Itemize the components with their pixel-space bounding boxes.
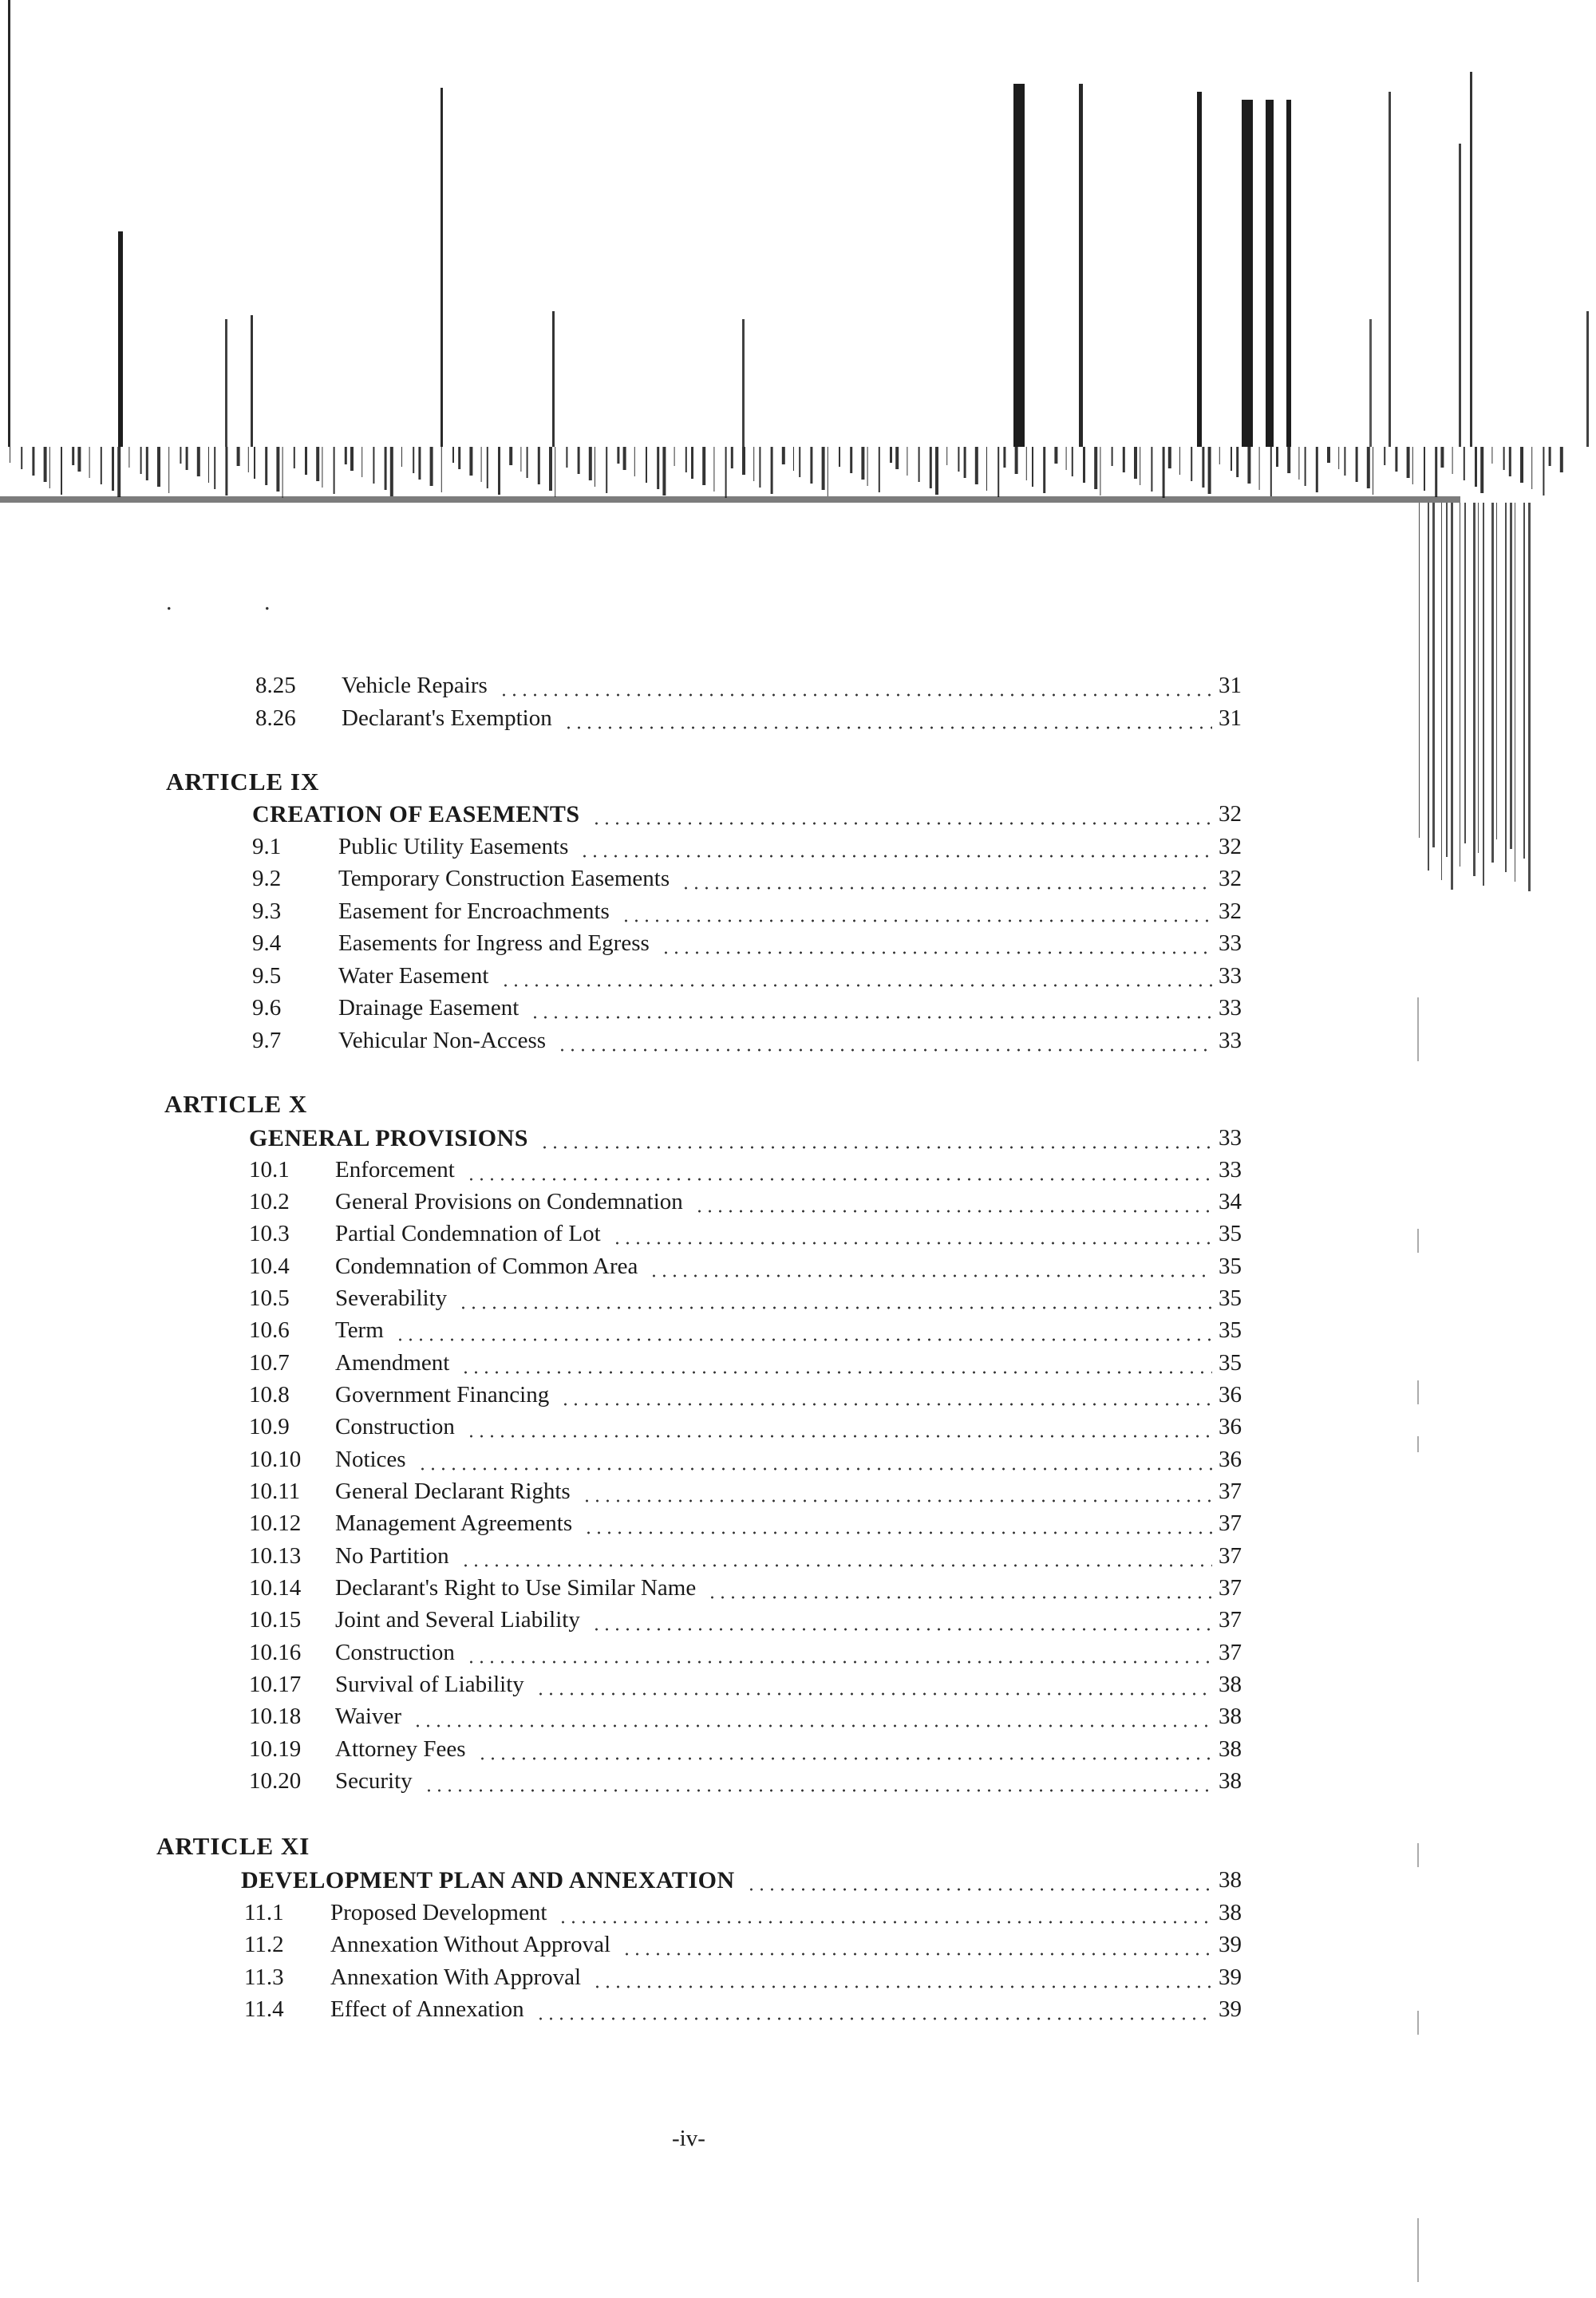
dot-leader [558, 1921, 1212, 1924]
toc-entry-page: 37 [1219, 1510, 1242, 1536]
toc-entry [249, 1317, 1242, 1349]
toc-entry-page: 39 [1219, 1964, 1242, 1990]
toc-entry-title: Partial Condemnation of Lot [335, 1221, 601, 1246]
toc-entry-title: Construction [335, 1640, 455, 1665]
section-title: GENERAL PROVISIONS [249, 1125, 528, 1151]
dot-leader [592, 1985, 1212, 1988]
stray-marks: . . [166, 589, 314, 615]
toc-entry-number: 9.3 [252, 898, 282, 924]
toc-entry-page: 38 [1219, 1672, 1242, 1697]
toc-entry-title: Joint and Several Liability [335, 1607, 580, 1633]
dot-leader [591, 1628, 1212, 1631]
toc-entry-title: No Partition [335, 1543, 449, 1569]
toc-entry [255, 673, 1242, 705]
dot-leader [681, 886, 1212, 890]
toc-entry-page: 38 [1219, 1736, 1242, 1762]
toc-entry-title: Annexation Without Approval [330, 1932, 611, 1957]
toc-entry [249, 1221, 1242, 1253]
toc-entry-page: 35 [1219, 1317, 1242, 1343]
dot-leader [649, 1274, 1212, 1277]
dot-leader [746, 1888, 1212, 1891]
toc-entry-number: 10.11 [249, 1479, 301, 1504]
toc-entry [244, 1900, 1242, 1932]
toc-entry-page: 33 [1219, 995, 1242, 1021]
toc-entry-title: General Declarant Rights [335, 1479, 571, 1504]
toc-entry-number: 10.19 [249, 1736, 302, 1762]
toc-entry-title: Proposed Development [330, 1900, 547, 1925]
toc-entry-title: Security [335, 1768, 413, 1794]
toc-entry-title: General Provisions on Condemnation [335, 1189, 683, 1214]
toc-entry-title: Declarant's Exemption [342, 705, 552, 731]
toc-entry-page: 37 [1219, 1479, 1242, 1504]
toc-entry-title: Government Financing [335, 1382, 550, 1408]
toc-entry-number: 9.2 [252, 866, 282, 891]
dot-leader [539, 1146, 1212, 1149]
toc-entry [252, 898, 1242, 930]
dot-leader [424, 1789, 1212, 1792]
toc-entry-page: 37 [1219, 1543, 1242, 1569]
toc-entry-title: Vehicular Non-Access [338, 1028, 547, 1053]
toc-entry-page: 37 [1219, 1607, 1242, 1633]
toc-entry-title: Declarant's Right to Use Similar Name [335, 1575, 697, 1601]
toc-entry [252, 930, 1242, 962]
toc-entry-title: Construction [335, 1414, 455, 1439]
toc-entry [252, 866, 1242, 898]
toc-entry-title: Survival of Liability [335, 1672, 524, 1697]
dot-leader [460, 1564, 1212, 1567]
dot-leader [477, 1757, 1212, 1760]
toc-entry [249, 1414, 1242, 1446]
toc-entry-page: 32 [1219, 898, 1242, 924]
dot-leader [395, 1338, 1212, 1341]
dot-leader [622, 1953, 1212, 1956]
toc-entry-page: 36 [1219, 1382, 1242, 1408]
toc-entry-number: 9.1 [252, 834, 282, 859]
toc-entry [252, 963, 1242, 995]
toc-entry [244, 1964, 1242, 1996]
dot-leader [557, 1048, 1212, 1052]
toc-entry [249, 1189, 1242, 1221]
section-page: 38 [1219, 1867, 1242, 1893]
toc-entry-number: 10.17 [249, 1672, 302, 1697]
dot-leader [583, 1531, 1212, 1534]
toc-entry-number: 9.5 [252, 963, 282, 989]
dot-leader [466, 1178, 1212, 1181]
toc-entry-number: 11.3 [244, 1964, 284, 1990]
section-title: CREATION OF EASEMENTS [252, 801, 580, 827]
toc-entry-number: 8.25 [255, 673, 296, 698]
toc-entry-number: 10.15 [249, 1607, 302, 1633]
toc-entry-title: Drainage Easement [338, 995, 519, 1021]
dot-leader [530, 1016, 1212, 1019]
toc-entry-title: Waiver [335, 1704, 402, 1729]
toc-entry-number: 8.26 [255, 705, 296, 731]
dot-leader [579, 855, 1212, 858]
toc-entry-page: 33 [1219, 1157, 1242, 1183]
toc-entry [249, 1736, 1242, 1768]
toc-entry [244, 1932, 1242, 1964]
toc-entry-page: 38 [1219, 1704, 1242, 1729]
toc-entry-number: 10.14 [249, 1575, 302, 1601]
toc-entry-number: 10.1 [249, 1157, 290, 1183]
toc-entry [249, 1479, 1242, 1510]
dot-leader [535, 1692, 1212, 1696]
toc-entry-page: 39 [1219, 1932, 1242, 1957]
toc-entry-page: 32 [1219, 866, 1242, 891]
toc-entry-title: Severability [335, 1285, 448, 1311]
toc-entry-title: Amendment [335, 1350, 450, 1376]
dot-leader [707, 1596, 1212, 1599]
dot-leader [591, 822, 1212, 825]
toc-entry-page: 31 [1219, 705, 1242, 731]
toc-entry [249, 1543, 1242, 1575]
toc-entry-page: 39 [1219, 1996, 1242, 2022]
toc-entry [249, 1607, 1242, 1639]
toc-entry [252, 834, 1242, 866]
toc-entry-title: Easements for Ingress and Egress [338, 930, 650, 956]
article-heading: ARTICLE IX [166, 768, 320, 796]
toc-entry [249, 1768, 1242, 1800]
dot-leader [413, 1724, 1212, 1727]
toc-entry [249, 1350, 1242, 1382]
toc-entry [249, 1575, 1242, 1607]
toc-entry-page: 33 [1219, 963, 1242, 989]
dot-leader [582, 1499, 1212, 1502]
toc-entry-page: 34 [1219, 1189, 1242, 1214]
toc-entry-title: Annexation With Approval [330, 1964, 582, 1990]
toc-entry-title: Enforcement [335, 1157, 455, 1183]
article-heading: ARTICLE XI [156, 1832, 310, 1860]
dot-leader [466, 1435, 1212, 1438]
toc-entry [249, 1285, 1242, 1317]
toc-entry [249, 1704, 1242, 1735]
dot-leader [563, 726, 1212, 729]
toc-entry [252, 1028, 1242, 1060]
toc-entry-page: 36 [1219, 1414, 1242, 1439]
toc-entry-number: 10.5 [249, 1285, 290, 1311]
toc-entry-page: 33 [1219, 930, 1242, 956]
toc-entry-page: 38 [1219, 1768, 1242, 1794]
dot-leader [417, 1467, 1212, 1471]
toc-entry [249, 1510, 1242, 1542]
toc-entry [255, 705, 1242, 737]
toc-entry-page: 35 [1219, 1254, 1242, 1279]
dot-leader [460, 1371, 1212, 1374]
section-page: 32 [1219, 801, 1242, 827]
toc-entry [249, 1254, 1242, 1285]
toc-entry-title: Attorney Fees [335, 1736, 466, 1762]
toc-entry [249, 1157, 1242, 1189]
toc-entry-number: 10.12 [249, 1510, 302, 1536]
toc-entry-number: 9.4 [252, 930, 282, 956]
toc-entry [249, 1672, 1242, 1704]
toc-entry [244, 1996, 1242, 2028]
toc-entry-title: Notices [335, 1447, 406, 1472]
dot-leader [560, 1403, 1212, 1406]
toc-entry-page: 35 [1219, 1221, 1242, 1246]
toc-entry-title: Management Agreements [335, 1510, 573, 1536]
dot-leader [612, 1242, 1212, 1245]
toc-entry-title: Public Utility Easements [338, 834, 569, 859]
toc-entry-number: 9.7 [252, 1028, 282, 1053]
toc-entry-title: Water Easement [338, 963, 489, 989]
toc-section-row [252, 801, 1242, 833]
dot-leader [621, 919, 1212, 922]
toc-entry-number: 10.6 [249, 1317, 290, 1343]
toc-entry-number: 10.9 [249, 1414, 290, 1439]
toc-entry [249, 1382, 1242, 1414]
toc-entry-number: 11.1 [244, 1900, 284, 1925]
toc-entry-page: 38 [1219, 1900, 1242, 1925]
toc-entry-number: 11.4 [244, 1996, 284, 2022]
dot-leader [661, 951, 1212, 954]
toc-entry-page: 31 [1219, 673, 1242, 698]
section-title: DEVELOPMENT PLAN AND ANNEXATION [241, 1867, 735, 1893]
toc-entry-number: 10.8 [249, 1382, 290, 1408]
toc-entry-number: 10.4 [249, 1254, 290, 1279]
toc-entry-title: Effect of Annexation [330, 1996, 524, 2022]
toc-entry-number: 10.10 [249, 1447, 302, 1472]
toc-entry-title: Temporary Construction Easements [338, 866, 670, 891]
toc-entry-page: 36 [1219, 1447, 1242, 1472]
toc-entry-title: Term [335, 1317, 384, 1343]
toc-entry-number: 9.6 [252, 995, 282, 1021]
toc-entry-page: 35 [1219, 1350, 1242, 1376]
toc-entry-number: 10.20 [249, 1768, 302, 1794]
toc-entry [249, 1640, 1242, 1672]
toc-entry-number: 10.18 [249, 1704, 302, 1729]
toc-entry-page: 37 [1219, 1575, 1242, 1601]
toc-entry-number: 10.2 [249, 1189, 290, 1214]
dot-leader [458, 1306, 1212, 1309]
toc-entry-title: Easement for Encroachments [338, 898, 610, 924]
dot-leader [466, 1660, 1212, 1664]
toc-entry-page: 35 [1219, 1285, 1242, 1311]
toc-entry-title: Vehicle Repairs [342, 673, 488, 698]
dot-leader [500, 984, 1212, 987]
toc-entry-number: 10.7 [249, 1350, 290, 1376]
toc-section-row [241, 1867, 1242, 1899]
toc-entry-number: 10.13 [249, 1543, 302, 1569]
dot-leader [535, 2017, 1212, 2020]
toc-entry-page: 33 [1219, 1028, 1242, 1053]
toc-entry-page: 37 [1219, 1640, 1242, 1665]
toc-entry-number: 11.2 [244, 1932, 284, 1957]
toc-entry-number: 10.16 [249, 1640, 302, 1665]
dot-leader [694, 1210, 1212, 1213]
toc-entry [252, 995, 1242, 1027]
dot-leader [499, 693, 1212, 697]
toc-section-row [249, 1125, 1242, 1157]
page-number: -iv- [672, 2126, 705, 2151]
article-heading: ARTICLE X [164, 1090, 308, 1118]
section-page: 33 [1219, 1125, 1242, 1151]
toc-entry-title: Condemnation of Common Area [335, 1254, 638, 1279]
toc-entry-number: 10.3 [249, 1221, 290, 1246]
toc-entry-page: 32 [1219, 834, 1242, 859]
toc-entry [249, 1447, 1242, 1479]
